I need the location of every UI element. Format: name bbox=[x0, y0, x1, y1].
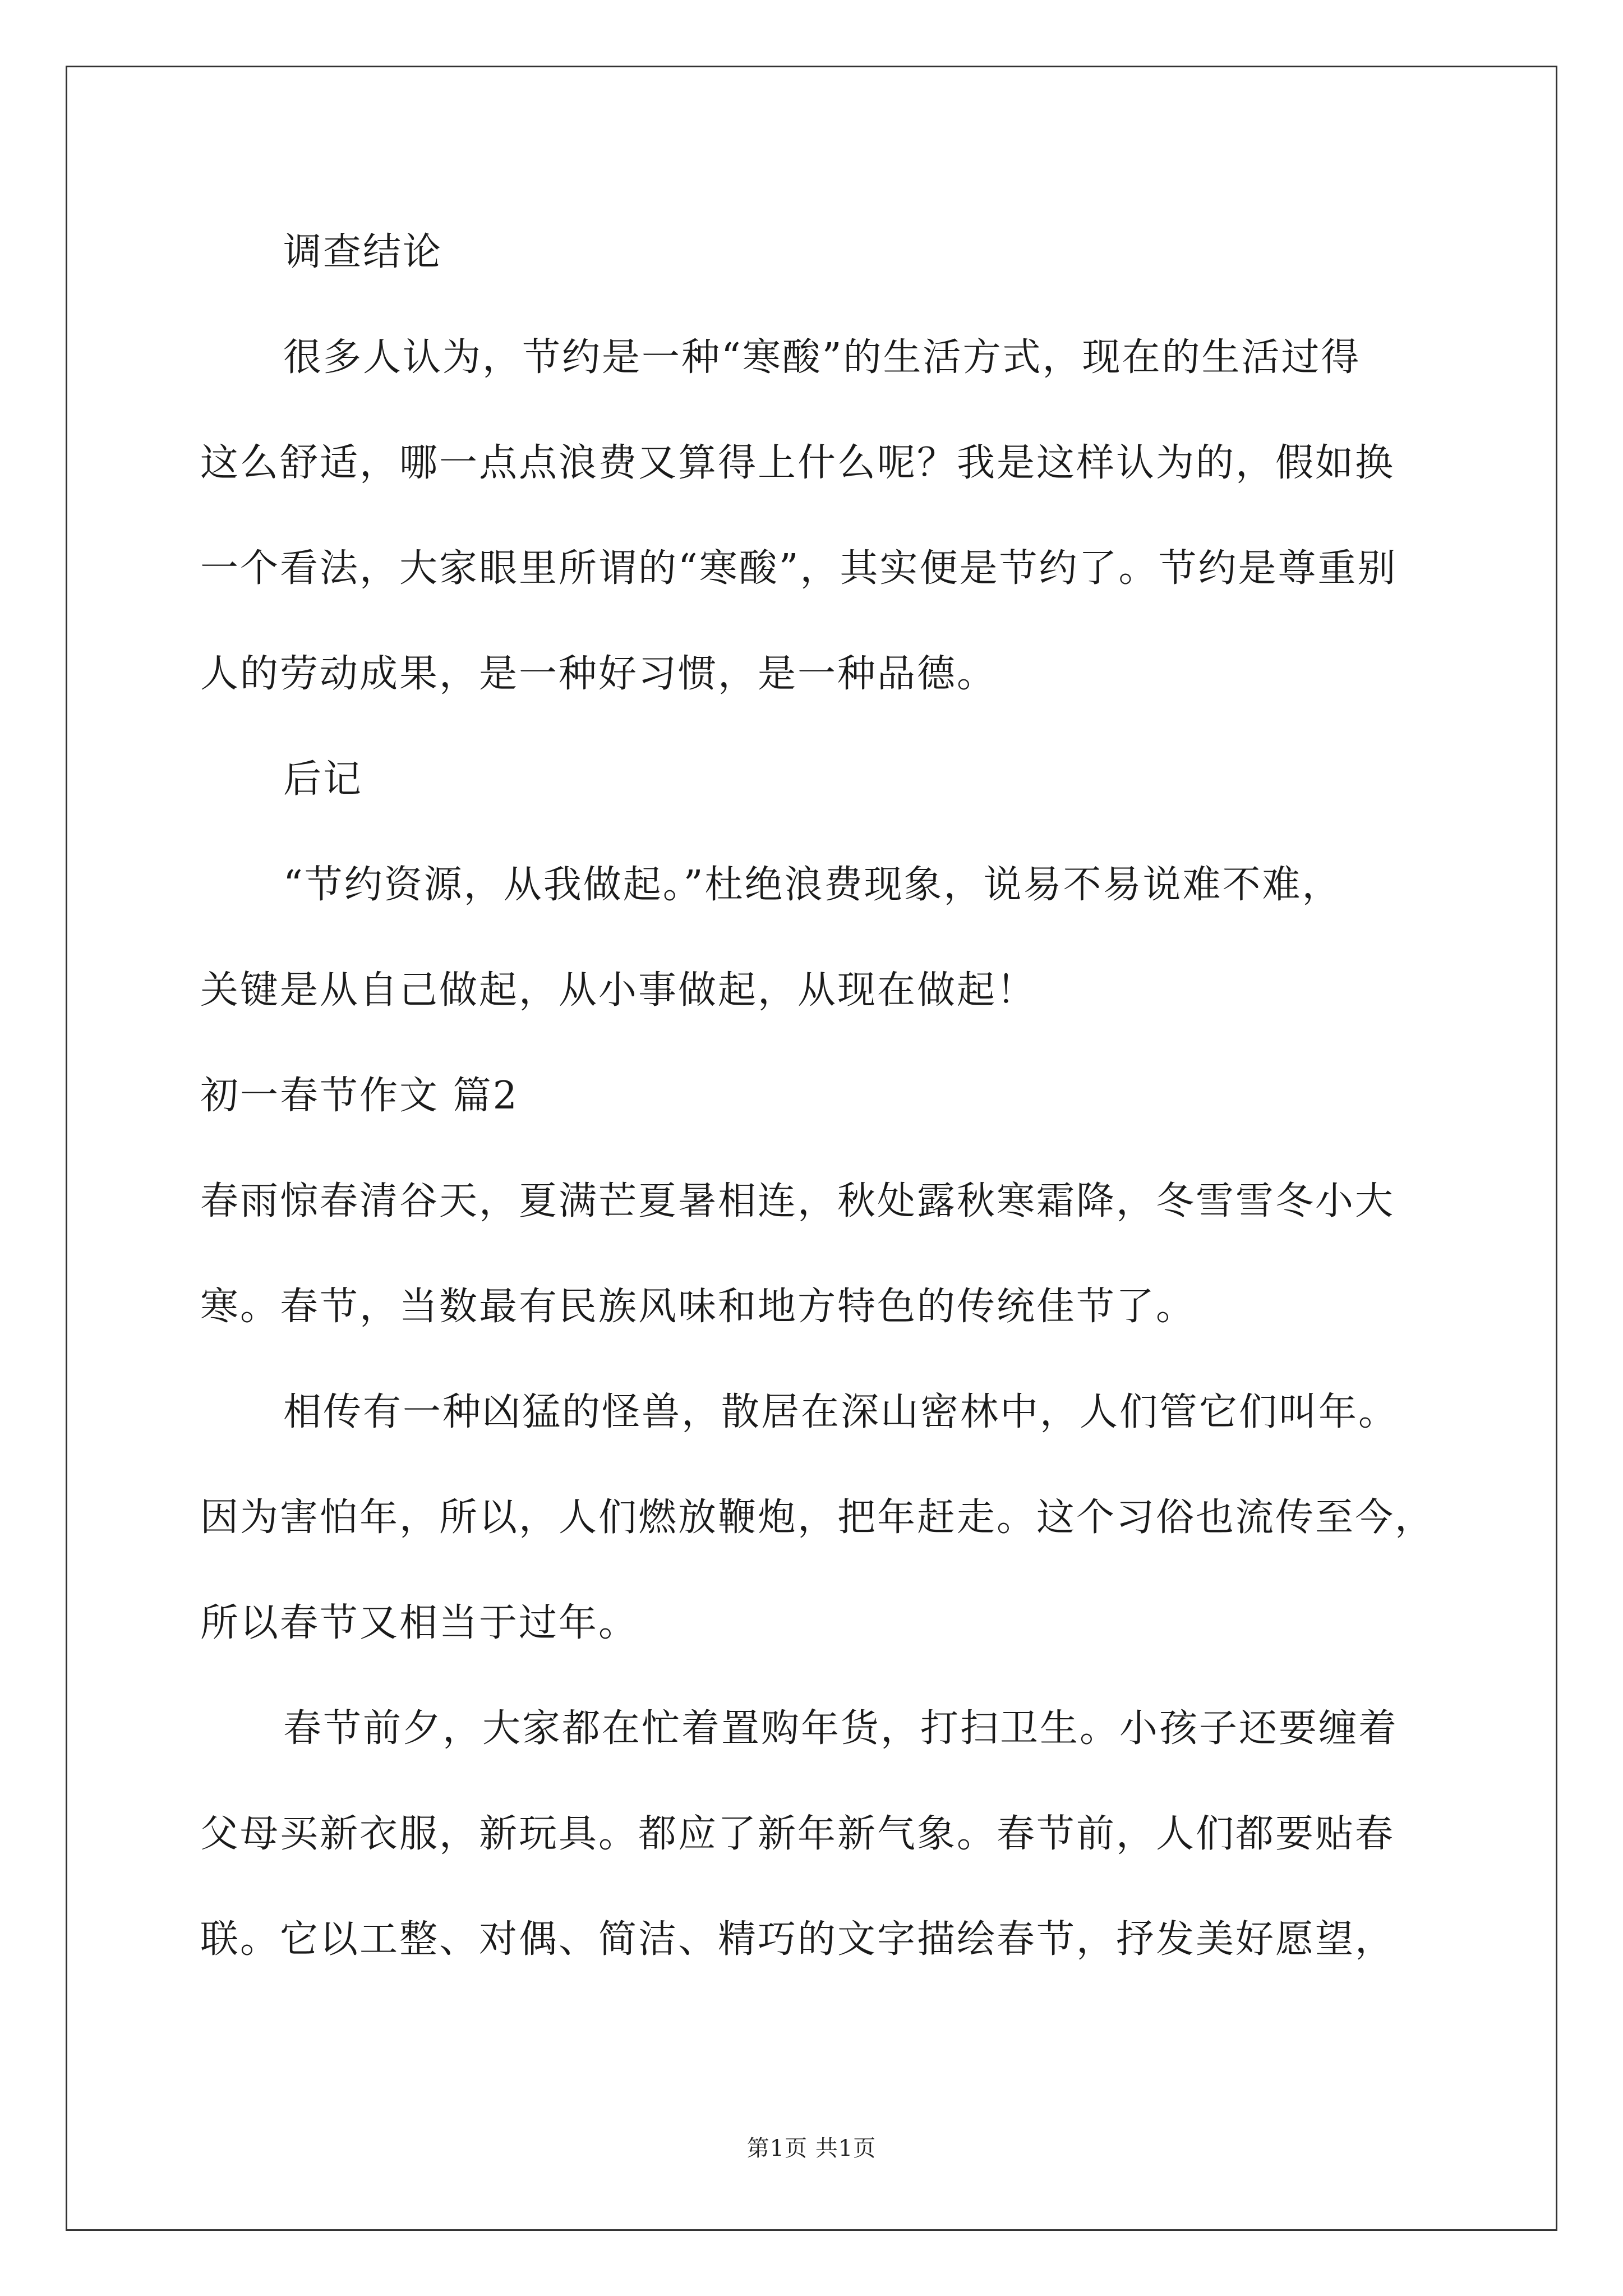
page-border bbox=[66, 66, 1557, 2231]
paragraph-line: 相传有一种凶猛的怪兽，散居在深山密林中，人们管它们叫年。 bbox=[283, 1390, 1399, 1434]
page-number: 第1页 共1页 bbox=[746, 2136, 877, 2161]
paragraph-line: 联。它以工整、对偶、简洁、精巧的文字描绘春节，抒发美好愿望， bbox=[200, 1917, 1395, 1962]
paragraph-line: 父母买新衣服，新玩具。都应了新年新气象。春节前，人们都要贴春 bbox=[200, 1812, 1395, 1856]
section-heading-conclusion: 调查结论 bbox=[283, 230, 443, 274]
paragraph-line: 一个看法，大家眼里所谓的“寒酸”，其实便是节约了。节约是尊重别 bbox=[200, 546, 1398, 591]
paragraph-line: 因为害怕年，所以，人们燃放鞭炮，把年赶走。这个习俗也流传至今， bbox=[200, 1496, 1435, 1540]
paragraph-line: 所以春节又相当于过年。 bbox=[200, 1601, 639, 1645]
paragraph-line: “节约资源，从我做起。”杜绝浪费现象，说易不易说难不难， bbox=[283, 863, 1342, 907]
section-heading-afterword: 后记 bbox=[283, 757, 363, 802]
paragraph-line: 关键是从自己做起，从小事做起，从现在做起！ bbox=[200, 968, 1037, 1013]
essay-title: 初一春节作文 篇2 bbox=[200, 1074, 519, 1118]
paragraph-line: 很多人认为，节约是一种“寒酸”的生活方式，现在的生活过得 bbox=[283, 335, 1361, 380]
paragraph-line: 寒。春节，当数最有民族风味和地方特色的传统佳节了。 bbox=[200, 1285, 1196, 1329]
paragraph-line: 这么舒适，哪一点点浪费又算得上什么呢？我是这样认为的，假如换 bbox=[200, 441, 1395, 485]
paragraph-line: 春节前夕，大家都在忙着置购年货，打扫卫生。小孩子还要缠着 bbox=[283, 1706, 1399, 1751]
paragraph-line: 春雨惊春清谷天，夏满芒夏暑相连，秋处露秋寒霜降，冬雪雪冬小大 bbox=[200, 1179, 1395, 1223]
paragraph-line: 人的劳动成果，是一种好习惯，是一种品德。 bbox=[200, 652, 997, 696]
